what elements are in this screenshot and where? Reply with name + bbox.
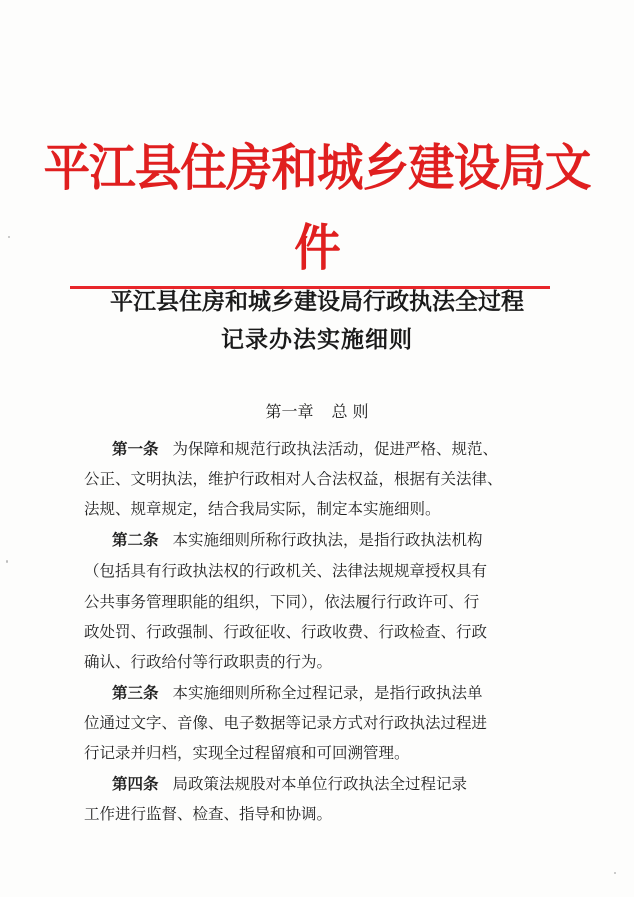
chapter-number: 第一章 (265, 402, 314, 421)
article-1-line-2: 公正、文明执法，维护行政相对人合法权益，根据有关法律、 (84, 470, 503, 488)
article-3-line-3: 行记录并归档，实现全过程留痕和可回溯管理。 (84, 744, 410, 762)
document-masthead: 平江县住房和城乡建设局文件 (43, 138, 591, 277)
article-3-line-2: 位通过文字、音像、电子数据等记录方式对行政执法过程进 (84, 714, 488, 732)
article-3-line-1: 第三条 本实施细则所称全过程记录，是指行政执法单 (112, 683, 483, 702)
article-3-label: 第三条 (112, 683, 159, 702)
article-4-line-2: 工作进行监督、检查、指导和协调。 (84, 805, 333, 823)
chapter-name: 总 则 (331, 402, 369, 421)
article-1-label: 第一条 (112, 439, 159, 458)
scan-speck (6, 560, 8, 563)
article-2-line-3: 公共事务管理职能的组织，下同），依法履行行政许可、行 (84, 593, 480, 611)
article-2-line-4: 政处罚、行政强制、行政征收、行政收费、行政检查、行政 (84, 623, 488, 641)
article-1-line-3: 法规、规章规定，结合我局实际，制定本实施细则。 (84, 500, 441, 518)
article-2-label: 第二条 (112, 530, 159, 549)
article-2-line-2: （包括具有行政执法权的行政机关、法律法规规章授权具有 (84, 562, 488, 580)
article-2-line-1: 第二条 本实施细则所称行政执法，是指行政执法机构 (112, 530, 483, 549)
scan-speck (8, 236, 10, 238)
document-title-line-2: 记录办法实施细则 (221, 326, 413, 353)
scan-speck (614, 872, 616, 874)
article-4-label: 第四条 (112, 774, 159, 793)
article-1-line-1: 第一条 为保障和规范行政执法活动，促进严格、规范、 (112, 439, 499, 458)
article-2-line-5: 确认、行政给付等行政职责的行为。 (84, 653, 333, 671)
article-4-line-1: 第四条 局政策法规股对本单位行政执法全过程记录 (112, 774, 468, 793)
document-title-line-1: 平江县住房和城乡建设局行政执法全过程 (110, 288, 524, 315)
chapter-heading (0, 400, 634, 424)
